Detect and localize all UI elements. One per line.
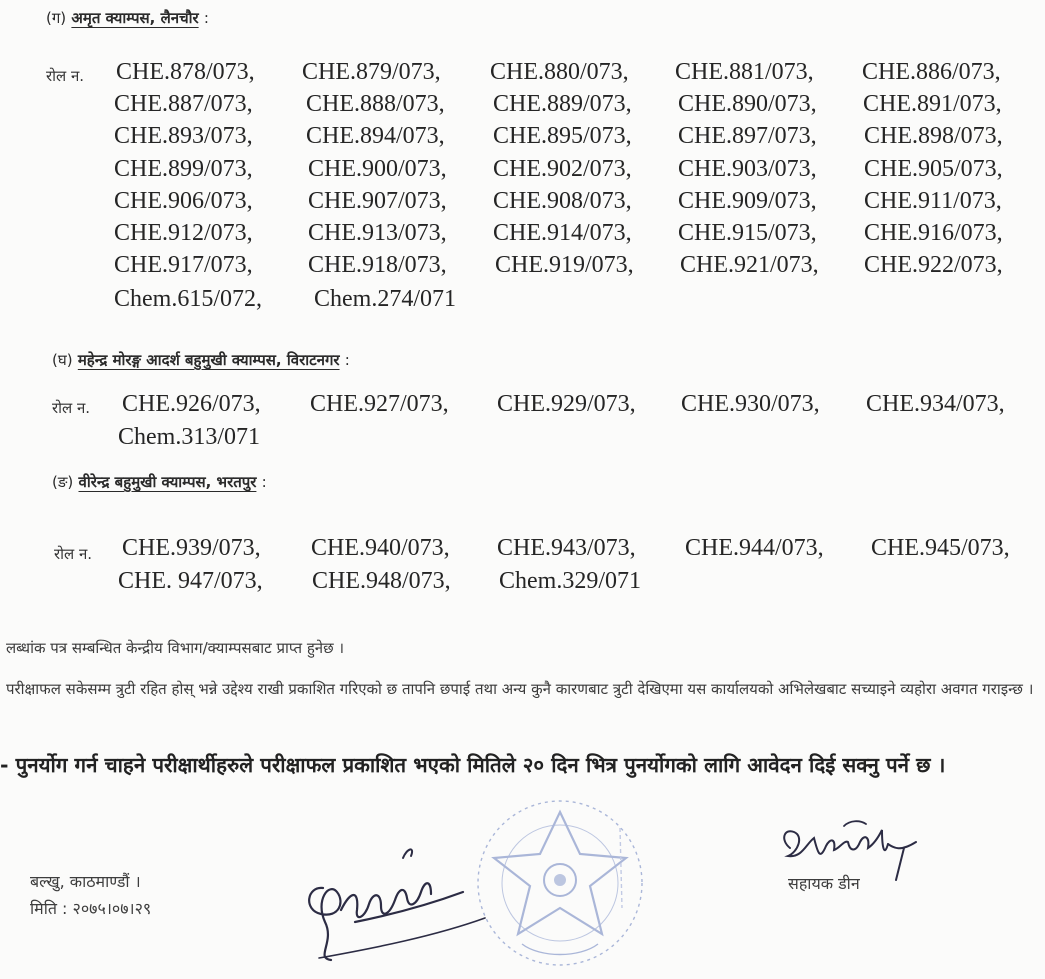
- roll-number: CHE.940/073,: [311, 535, 450, 561]
- roll-number: CHE.912/073,: [114, 220, 253, 246]
- roll-number: CHE.887/073,: [114, 91, 253, 117]
- roll-number: CHE. 947/073,: [118, 568, 263, 594]
- section-ga-title: अमृत क्याम्पस, लैनचौर: [71, 9, 199, 27]
- roll-number: CHE.929/073,: [497, 391, 636, 417]
- roll-number: CHE.881/073,: [675, 59, 814, 85]
- signature-left: [285, 818, 495, 968]
- roll-number: Chem.274/071: [314, 286, 456, 312]
- roll-number: Chem.615/072,: [114, 286, 262, 312]
- section-ga-heading: [46, 8, 209, 28]
- roll-number: CHE.948/073,: [312, 568, 451, 594]
- section-nga-title: वीरेन्द्र बहुमुखी क्याम्पस, भरतपुर: [78, 473, 257, 491]
- roll-number: CHE.905/073,: [864, 156, 1003, 182]
- section-gha-colon: :: [344, 351, 350, 369]
- roll-number: CHE.908/073,: [493, 188, 632, 214]
- section-nga-roll-label: रोल न.: [54, 545, 93, 563]
- roll-number: CHE.927/073,: [310, 391, 449, 417]
- roll-number: CHE.945/073,: [871, 535, 1010, 561]
- section-nga-mark: (ङ): [52, 473, 74, 491]
- roll-number: CHE.916/073,: [864, 220, 1003, 246]
- roll-number: CHE.943/073,: [497, 535, 636, 561]
- section-ga-roll-label: रोल न.: [46, 67, 85, 85]
- roll-number: Chem.313/071: [118, 424, 260, 450]
- roll-number: CHE.922/073,: [864, 252, 1003, 278]
- roll-number: CHE.919/073,: [495, 252, 634, 278]
- roll-number: CHE.894/073,: [306, 123, 445, 149]
- roll-number: CHE.909/073,: [678, 188, 817, 214]
- section-nga-heading: [52, 472, 267, 492]
- roll-number: CHE.918/073,: [308, 252, 447, 278]
- roll-number: CHE.917/073,: [114, 252, 253, 278]
- roll-number: Chem.329/071: [499, 568, 641, 594]
- roll-number: CHE.899/073,: [114, 156, 253, 182]
- roll-number: CHE.879/073,: [302, 59, 441, 85]
- signatory-title: सहायक डीन: [788, 874, 860, 893]
- place-line: बल्खु, काठमाण्डौं ।: [30, 872, 141, 891]
- roll-number: CHE.893/073,: [114, 123, 253, 149]
- section-nga-colon: :: [261, 473, 267, 491]
- roll-number: CHE.900/073,: [308, 156, 447, 182]
- section-gha-roll-label: रोल न.: [52, 399, 91, 417]
- section-ga-mark: (ग): [46, 9, 67, 27]
- roll-number: CHE.911/073,: [864, 188, 1002, 214]
- section-gha-mark: (घ): [52, 351, 73, 369]
- section-gha-heading: [52, 350, 350, 370]
- roll-number: CHE.930/073,: [681, 391, 820, 417]
- roll-number: CHE.891/073,: [863, 91, 1002, 117]
- roll-number: CHE.902/073,: [493, 156, 632, 182]
- roll-number: CHE.897/073,: [678, 123, 817, 149]
- roll-number: CHE.921/073,: [680, 252, 819, 278]
- roll-number: CHE.906/073,: [114, 188, 253, 214]
- roll-number: CHE.915/073,: [678, 220, 817, 246]
- roll-number: CHE.914/073,: [493, 220, 632, 246]
- recheck-notice: - पुनर्योग गर्न चाहने परीक्षार्थीहरुले परीक्षाफल प्रकाशित भएको मितिले २० दिन भित्र पुनर्योगको लागि आवेदन दिई सक्नु पर्ने छ ।: [0, 753, 946, 777]
- roll-number: CHE.913/073,: [308, 220, 447, 246]
- roll-number: CHE.878/073,: [116, 59, 255, 85]
- roll-number: CHE.880/073,: [490, 59, 629, 85]
- roll-number: CHE.926/073,: [122, 391, 261, 417]
- roll-number: CHE.898/073,: [864, 123, 1003, 149]
- roll-number: CHE.890/073,: [678, 91, 817, 117]
- official-seal: [470, 788, 650, 978]
- roll-number: CHE.907/073,: [308, 188, 447, 214]
- roll-number: CHE.888/073,: [306, 91, 445, 117]
- date-line: मिति : २०७५।०७।२९: [30, 899, 152, 918]
- roll-number: CHE.903/073,: [678, 156, 817, 182]
- roll-number: CHE.934/073,: [866, 391, 1005, 417]
- marksheet-note: लब्धांक पत्र सम्बन्धित केन्द्रीय विभाग/क्याम्पसबाट प्राप्त हुनेछ ।: [6, 639, 345, 657]
- roll-number: CHE.939/073,: [122, 535, 261, 561]
- section-ga-colon: :: [203, 9, 209, 27]
- section-gha-title: महेन्द्र मोरङ्ग आदर्श बहुमुखी क्याम्पस, विराटनगर: [77, 351, 340, 369]
- roll-number: CHE.889/073,: [493, 91, 632, 117]
- roll-number: CHE.944/073,: [685, 535, 824, 561]
- error-note: परीक्षाफल सकेसम्म त्रुटी रहित होस् भन्ने उद्देश्य राखी प्रकाशित गरिएको छ तापनि छपाई तथा अन्य कुनै कारणबाट त्रुटी देखिएमा यस कार्यालयको अभिलेखबाट सच्याइने व्यहोरा अवगत गराइन्छ ।: [6, 680, 1034, 698]
- roll-number: CHE.895/073,: [493, 123, 632, 149]
- roll-number: CHE.886/073,: [862, 59, 1001, 85]
